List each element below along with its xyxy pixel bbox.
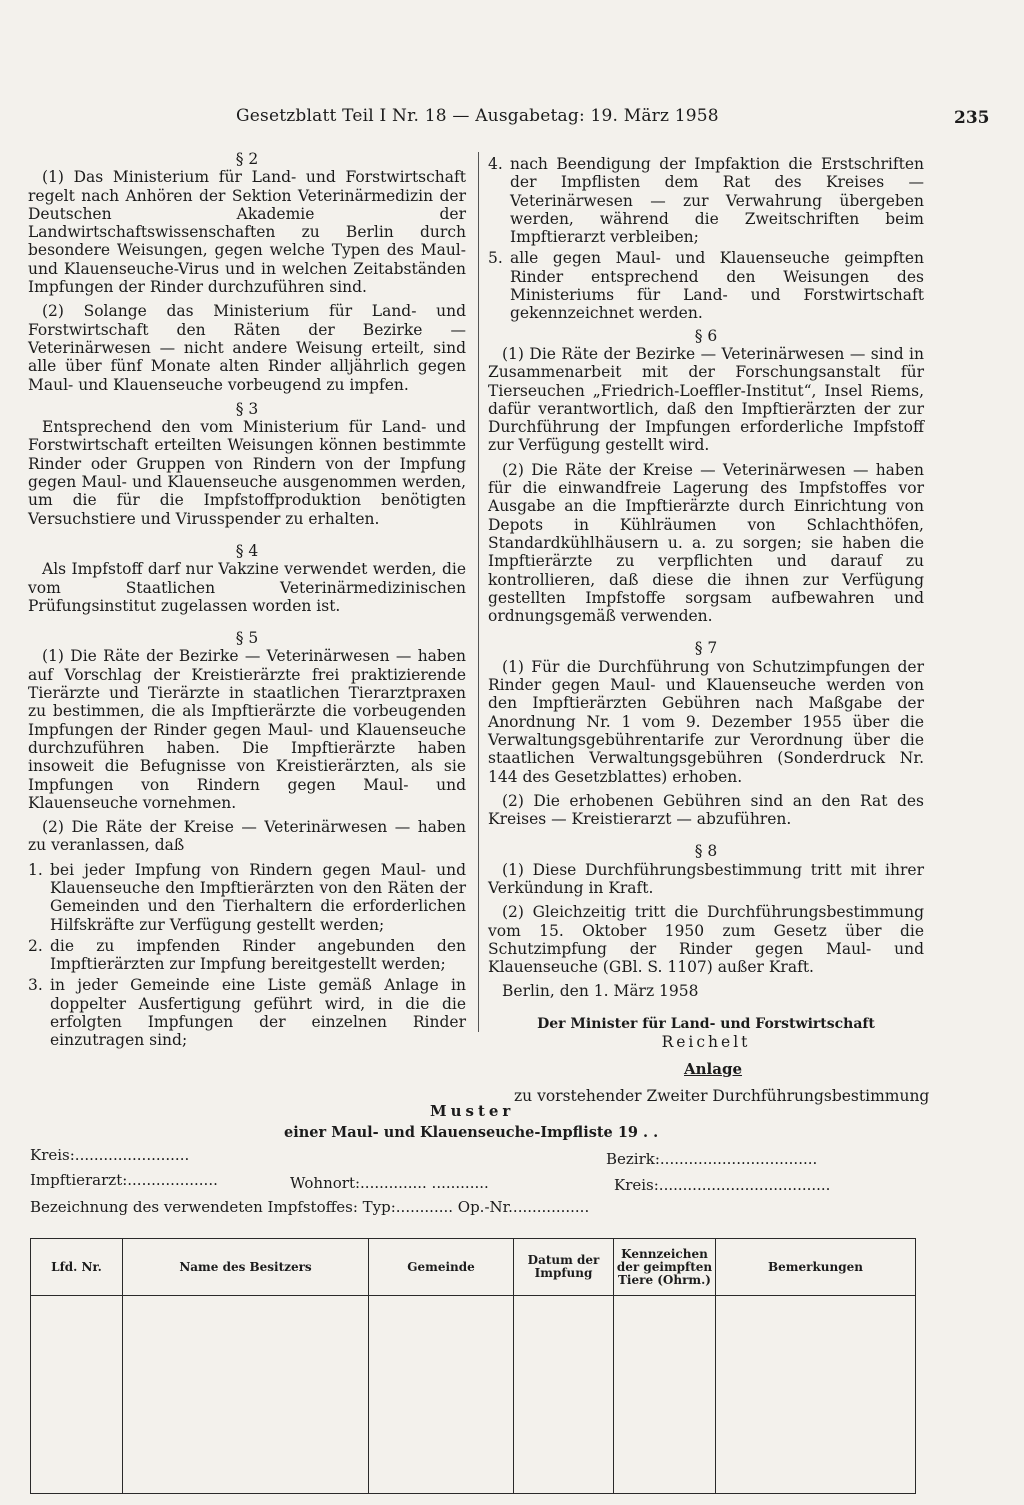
section-heading-7: § 7 <box>694 639 718 658</box>
table-header-bemerkungen: Bemerkungen <box>716 1239 916 1296</box>
paragraph: (1) Für die Durchführung von Schutzimpfungen der Rinder gegen Maul- und Klauenseuche werden von den Impftierärzten Gebühren nach Maßgabe der Anordnung Nr. 1 vom 9. Dezember 1955 über die Verwaltungsgebührentarife zur Verordnung über die staatlichen Verwaltungsgebühren (Sonderdruck Nr. 144 des Gesetzblattes) erhoben. <box>488 657 924 786</box>
section-heading-4: § 4 <box>235 541 259 560</box>
field-kreis-right: Kreis:.................................... <box>614 1176 831 1194</box>
minister-title: Der Minister für Land- und Forstwirtschaft <box>537 1015 875 1032</box>
paragraph: (2) Solange das Ministerium für Land- und Forstwirtschaft den Räten der Bezirke — Veterinärwesen — nicht andere Weisung erteilt, sind alle über fünf Monate alten Rinder alljährlich gegen Maul- und Klauenseuche vorbeugend zu impfen. <box>28 302 466 394</box>
page-header <box>0 106 1024 132</box>
numbered-list <box>28 861 466 1050</box>
page-number: 235 <box>954 108 990 128</box>
paragraph: (1) Diese Durchführungsbestimmung tritt mit ihrer Verkündung in Kraft. <box>488 860 924 897</box>
right-column <box>488 155 924 1051</box>
table-header-kennzeichen: Kennzeichen der geimpften Tiere (Ohrm.) <box>614 1239 716 1296</box>
paragraph: (2) Die Räte der Kreise — Veterinärwesen — haben für die einwandfreie Lagerung des Impfstoffes vor Ausgabe an die Impftierärzte durch Einrichtung von Depots in Kühlräumen von Schlachthöfen, Standardkühlhäusern u. a. zu sorgen; sie haben die Impftierärzte zu verpflichten und darauf zu kontrollieren, daß diese die ihnen zur Verfügung gestellten Impfstoffe sorgsam aufbewahren und ordnungsgemäß verwenden. <box>488 460 924 626</box>
table-header-gemeinde: Gemeinde <box>369 1239 514 1296</box>
table-row <box>31 1296 916 1494</box>
paragraph: Als Impfstoff darf nur Vakzine verwendet werden, die vom Staatlichen Veterinärmedizinischen Prüfungsinstitut zugelassen worden ist. <box>28 560 466 615</box>
table-header-lfd-nr: Lfd. Nr. <box>31 1239 123 1296</box>
section-heading-2: § 2 <box>235 150 259 168</box>
left-column <box>28 150 466 1054</box>
header-title: Gesetzblatt Teil I Nr. 18 — Ausgabetag: 19. März 1958 <box>236 106 719 126</box>
field-impfstoff: Bezeichnung des verwendeten Impfstoffes: Typ:............ Op.-Nr................. <box>30 1198 590 1216</box>
table-header-name: Name des Besitzers <box>123 1239 369 1296</box>
paragraph: (1) Die Räte der Bezirke — Veterinärwesen — sind in Zusammenarbeit mit der Forschungsanstalt für Tierseuchen „Friedrich-Loeffler-Institut“, Insel Riems, dafür verantwortlich, daß den Impftierärzten der zur Durchführung der Impfungen erforderliche Impfstoff zur Verfügung gestellt wird. <box>488 344 924 455</box>
paragraph: (2) Die erhobenen Gebühren sind an den Rat des Kreises — Kreistierarzt — abzuführen. <box>488 791 924 829</box>
list-item: 5. alle gegen Maul- und Klauenseuche geimpften Rinder entsprechend den Weisungen des Ministeriums für Land- und Forstwirtschaft gekennzeichnet werden. <box>488 249 924 323</box>
list-item: 2. die zu impfenden Rinder angebunden den Impftierärzten zur Impfung bereitgestellt werden; <box>28 936 466 974</box>
section-heading-5: § 5 <box>235 629 259 648</box>
annex-title: Anlage <box>684 1060 742 1078</box>
section-heading-6: § 6 <box>694 326 718 345</box>
impfliste-table <box>30 1238 916 1494</box>
minister-name: Reichelt <box>661 1033 751 1052</box>
section-heading-8: § 8 <box>694 842 718 861</box>
field-bezirk: Bezirk:................................. <box>606 1150 818 1168</box>
field-wohnort: Wohnort:.............. ............ <box>290 1174 489 1192</box>
field-impftierarzt: Impftierarzt:................... <box>30 1171 218 1189</box>
muster-subtitle: einer Maul- und Klauenseuche-Impfliste 19 . . <box>284 1124 659 1141</box>
list-item: 3. in jeder Gemeinde eine Liste gemäß Anlage in doppelter Ausfertigung geführt wird, in die die erfolgten Impfungen der einzelnen Rinder einzutragen sind; <box>28 976 466 1050</box>
signoff-date: Berlin, den 1. März 1958 <box>502 982 699 1001</box>
paragraph: (2) Gleichzeitig tritt die Durchführungsbestimmung vom 15. Oktober 1950 zum Gesetz über die Schutzimpfung der Rinder gegen Maul- und Klauenseuche (GBl. S. 1107) außer Kraft. <box>488 903 924 977</box>
annex-subtitle: zu vorstehender Zweiter Durchführungsbestimmung <box>514 1087 930 1105</box>
paragraph: (2) Die Räte der Kreise — Veterinärwesen — haben zu veranlassen, daß <box>28 818 466 855</box>
column-divider <box>478 152 479 1032</box>
paragraph: (1) Die Räte der Bezirke — Veterinärwesen — haben auf Vorschlag der Kreistierärzte frei praktizierende Tierärzte und Tierärzte in staatlichen Tierarztpraxen zu bestimmen, die als Impftierärzte die vorbeugenden Impfungen der Rinder gegen Maul- und Klauenseuche durchzuführen haben. Die Impftierärzte haben insoweit die Befugnisse von Kreistierärzten, als sie Impfungen von Rindern gegen Maul- und Klauenseuche vornehmen. <box>28 647 466 812</box>
paragraph: Entsprechend den vom Ministerium für Land- und Forstwirtschaft erteilten Weisungen können bestimmte Rinder oder Gruppen von Rindern von der Impfung gegen Maul- und Klauenseuche ausgenommen werden, um die für die Impfstoffproduktion benötigten Versuchstiere und Virusspender zu erhalten. <box>28 418 466 528</box>
muster-title: Muster <box>430 1102 515 1120</box>
paragraph: (1) Das Ministerium für Land- und Forstwirtschaft regelt nach Anhören der Sektion Veterinärmedizin der Deutschen Akademie der Landwirtschaftswissenschaften zu Berlin durch besondere Weisungen, gegen welche Typen des Maul- und Klauenseuche-Virus und in welchen Zeitabständen Impfungen der Rinder durchzuführen sind. <box>28 168 466 297</box>
numbered-list <box>488 155 924 323</box>
field-kreis: Kreis:........................ <box>30 1146 190 1164</box>
list-item: 4. nach Beendigung der Impfaktion die Erstschriften der Impflisten dem Rat des Kreises — Veterinärwesen — zur Verwahrung übergeben werden, während die Zweitschriften beim Impftierarzt verbleiben; <box>488 155 924 247</box>
list-item: 1. bei jeder Impfung von Rindern gegen Maul- und Klauenseuche den Impftierärzten von den Räten der Gemeinden und den Tierhaltern die erforderlichen Hilfskräfte zur Verfügung gestellt werden; <box>28 860 466 934</box>
section-heading-3: § 3 <box>235 399 259 418</box>
table-header-datum: Datum der Impfung <box>514 1239 614 1296</box>
